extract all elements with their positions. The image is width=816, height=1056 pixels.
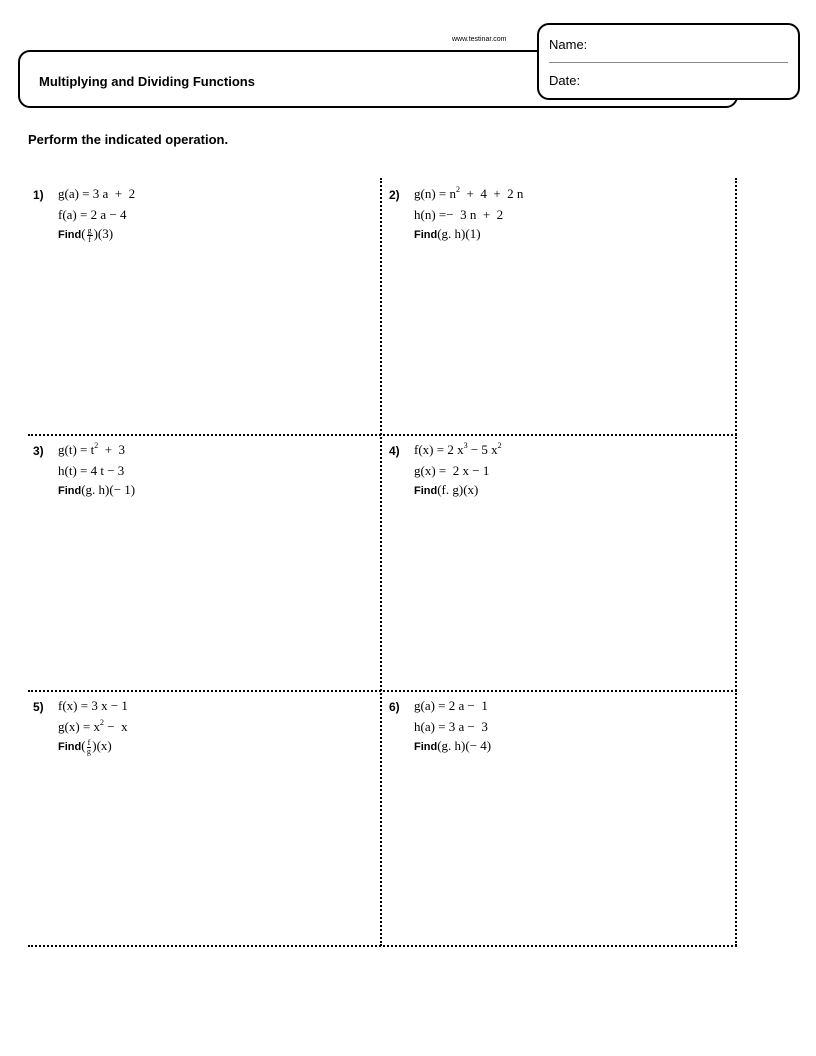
function-definition — [58, 698, 128, 714]
find-label: Find — [58, 741, 82, 753]
argument: (x) — [96, 738, 112, 753]
function-definition — [414, 719, 488, 735]
exponent: 2 — [94, 441, 99, 450]
find-instruction: Find( $\frac{g}{f}$ )(3) — [58, 225, 114, 244]
find-instruction — [414, 226, 481, 242]
expression-text: h(n) =− 3 n + 2 — [414, 207, 504, 222]
problem-number: 6) — [389, 700, 400, 714]
expression-text: g(n) = n — [414, 186, 456, 201]
function-definition — [414, 463, 489, 479]
expression-text: + 3 — [98, 442, 126, 457]
exponent: 3 — [463, 441, 468, 450]
name-date-box — [537, 23, 800, 100]
site-url: www.testinar.com — [452, 36, 507, 43]
function-definition — [414, 442, 502, 458]
numerator: f — [87, 737, 91, 747]
expression-text: g(t) = t — [58, 442, 95, 457]
name-line — [549, 62, 788, 63]
instructions: Perform the indicated operation. — [28, 132, 229, 147]
denominator: f — [88, 234, 91, 244]
expression-text: h(a) = 3 a − 3 — [414, 719, 488, 734]
find-label: Find — [414, 229, 438, 241]
expression-text: f(x) = 3 x − 1 — [58, 698, 128, 713]
function-definition — [58, 719, 128, 735]
exponent: 2 — [497, 441, 502, 450]
expression-text: g(x) = x — [58, 719, 100, 734]
name-label: Name: — [549, 37, 588, 52]
fraction — [87, 227, 93, 244]
date-label: Date: — [549, 73, 581, 88]
denominator: g — [86, 746, 91, 756]
expression-text: f(x) = 2 x — [414, 442, 464, 457]
function-definition — [58, 463, 124, 479]
function-definition — [414, 698, 488, 714]
find-label: Find — [58, 229, 82, 241]
numerator: g — [87, 225, 92, 235]
function-definition — [58, 207, 126, 223]
row-divider — [28, 945, 737, 947]
function-definition — [58, 186, 135, 202]
expression-text: g(a) = 2 a − 1 — [414, 698, 488, 713]
problem-number: 2) — [389, 188, 400, 202]
find-instruction: Find( $\frac{f}{g}$ )(x) — [58, 737, 112, 756]
expression-text: f(a) = 2 a − 4 — [58, 207, 127, 222]
operation: (g. h)(− 4) — [437, 738, 492, 753]
expression-text: g(x) = 2 x − 1 — [414, 463, 490, 478]
fraction — [87, 739, 92, 756]
operation: (g. h)(1) — [437, 226, 481, 241]
row-divider — [28, 434, 737, 436]
expression-text: + 4 + 2 n — [460, 186, 524, 201]
right-divider — [735, 178, 737, 946]
worksheet-title: Multiplying and Dividing Functions — [39, 74, 255, 89]
center-divider — [380, 178, 382, 946]
expression-text: − 5 x — [467, 442, 498, 457]
find-instruction — [414, 482, 478, 498]
operation: (g. h)(− 1) — [81, 482, 136, 497]
function-definition — [58, 442, 125, 458]
problem-number: 5) — [33, 700, 44, 714]
problem-number: 1) — [33, 188, 44, 202]
function-definition — [414, 186, 523, 202]
problem-number: 3) — [33, 444, 44, 458]
operation: (f. g)(x) — [437, 482, 479, 497]
expression-text: h(t) = 4 t − 3 — [58, 463, 125, 478]
function-definition — [414, 207, 503, 223]
find-label: Find — [414, 741, 438, 753]
row-divider — [28, 690, 737, 692]
exponent: 2 — [100, 718, 104, 727]
find-instruction — [58, 482, 135, 498]
find-label: Find — [414, 485, 438, 497]
expression-text: g(a) = 3 a + 2 — [58, 186, 136, 201]
problem-number: 4) — [389, 444, 400, 458]
find-instruction — [414, 738, 491, 754]
exponent: 2 — [456, 185, 460, 194]
find-label: Find — [58, 485, 82, 497]
argument: (3) — [97, 226, 114, 241]
expression-text: − x — [104, 719, 128, 734]
